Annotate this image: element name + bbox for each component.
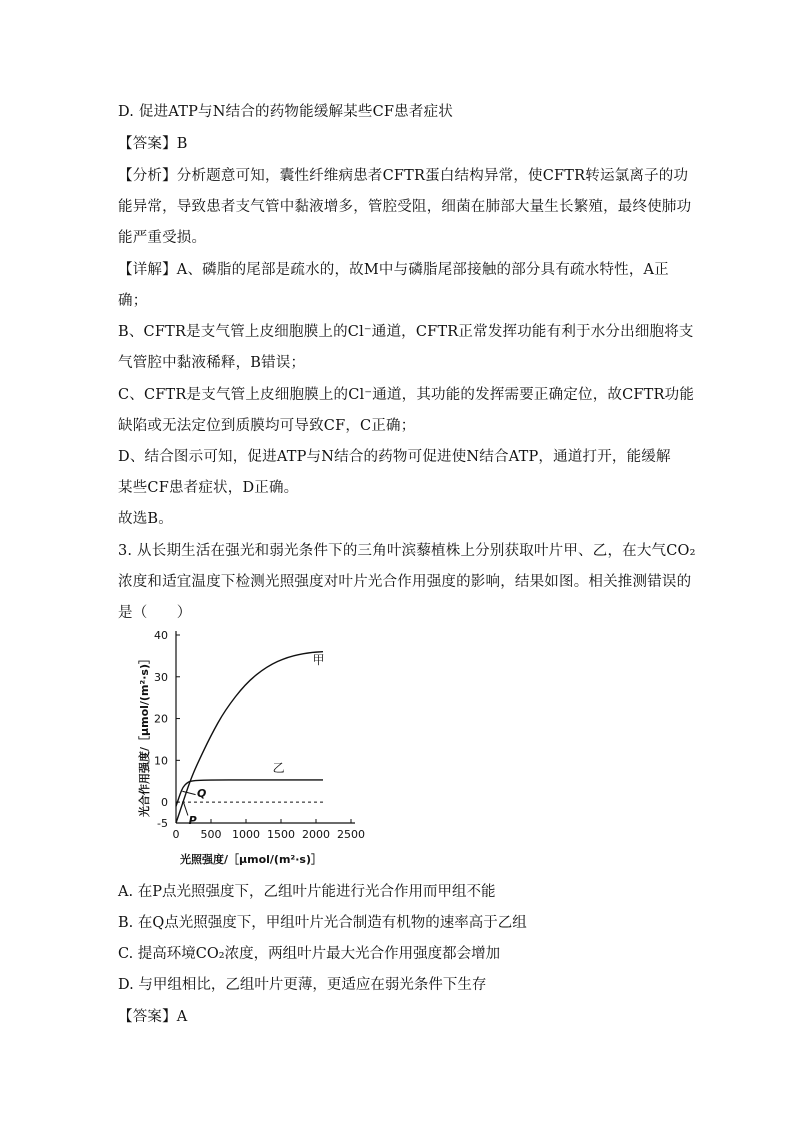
- y-tick-label: 20: [154, 712, 168, 726]
- y-axis-title: 光合作用强度/［μmol/(m²·s)］: [138, 653, 151, 817]
- x-tick-label: 2000: [302, 828, 330, 841]
- x-tick-label: 0: [172, 828, 180, 841]
- conclusion-text: 故选B。: [118, 511, 173, 527]
- detail-d-line: D、结合图示可知，促进ATP与N结合的药物可促进使N结合ATP，通道打开，能缓解: [118, 449, 671, 465]
- x-tick-label: 500: [200, 828, 222, 841]
- analysis-line: 能异常，导致患者支气管中黏液增多，管腔受阻，细菌在肺部大量生长繁殖，最终使肺功: [118, 199, 692, 215]
- y-tick-label: 30: [154, 670, 168, 684]
- point-q-pointer: [182, 791, 195, 794]
- option-b: B. 在Q点光照强度下，甲组叶片光合制造有机物的速率高于乙组: [118, 915, 527, 931]
- point-p-label: P: [188, 813, 197, 827]
- detail-b-line: B、CFTR是支气管上皮细胞膜上的Cl⁻通道，CFTR正常发挥功能有利于水分出细胞将支: [118, 324, 694, 340]
- answer-label: 【答案】B: [118, 136, 188, 152]
- y-tick-label: -5: [157, 817, 168, 830]
- detail-d-line: 某些CF患者症状，D正确。: [118, 480, 299, 496]
- detail-c-line: C、CFTR是支气管上皮细胞膜上的Cl⁻通道，其功能的发挥需要正确定位，故CFTR功能: [118, 387, 695, 403]
- y-tick-label: 0: [161, 796, 168, 810]
- point-q-label: Q: [197, 787, 207, 801]
- detail-line: 【详解】A、磷脂的尾部是疏水的，故M中与磷脂尾部接触的部分具有疏水特性，A正: [118, 262, 669, 278]
- x-tick-label: 1000: [232, 828, 260, 841]
- answer-label: 【答案】A: [118, 1009, 188, 1025]
- question-stem: 3. 从长期生活在强光和弱光条件下的三角叶滨藜植株上分别获取叶片甲、乙，在大气CO₂: [118, 543, 696, 559]
- question-stem: 是（ ）: [118, 605, 192, 621]
- option-c: C. 提高环境CO₂浓度，两组叶片最大光合作用强度都会增加: [118, 946, 501, 962]
- detail-b-line: 气管腔中黏液稀释，B错误；: [118, 355, 306, 371]
- x-axis-title: 光照强度/［μmol/(m²·s)］: [180, 853, 322, 866]
- analysis-line: 能严重受损。: [118, 230, 207, 246]
- y-tick-label: 40: [154, 629, 168, 642]
- y-tick-label: 10: [154, 754, 168, 768]
- option-d-text: D. 促进ATP与N结合的药物能缓解某些CF患者症状: [118, 104, 453, 120]
- analysis-line: 【分析】分析题意可知，囊性纤维病患者CFTR蛋白结构异常，使CFTR转运氯离子的功: [118, 168, 689, 184]
- question-stem: 浓度和适宜温度下检测光照强度对叶片光合作用强度的影响，结果如图。相关推测错误的: [118, 574, 692, 590]
- chart-svg: [118, 625, 378, 870]
- option-a: A. 在P点光照强度下，乙组叶片能进行光合作用而甲组不能: [118, 884, 496, 900]
- point-p-pointer: [184, 803, 188, 816]
- detail-line: 确；: [118, 293, 148, 309]
- detail-c-line: 缺陷或无法定位到质膜均可导致CF，C正确；: [118, 418, 416, 434]
- x-tick-label: 1500: [267, 828, 295, 841]
- series-label-yi: 乙: [272, 761, 285, 776]
- option-d: D. 与甲组相比，乙组叶片更薄，更适应在弱光条件下生存: [118, 977, 487, 993]
- x-tick-label: 2500: [337, 828, 365, 841]
- series-label-jia: 甲: [312, 653, 325, 668]
- photosynthesis-chart: [118, 625, 378, 870]
